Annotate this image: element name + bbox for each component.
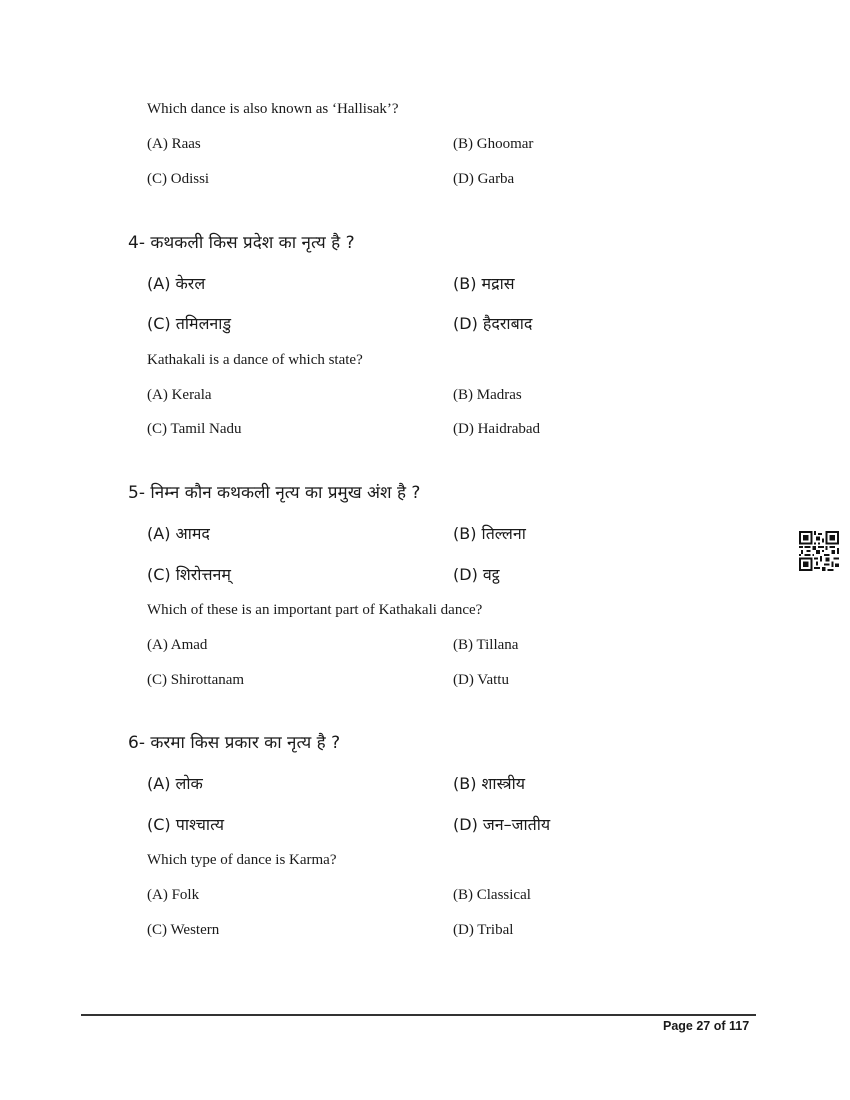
- option-a: (A) Folk: [147, 887, 200, 903]
- option-c: (C) Shirottanam: [147, 672, 245, 688]
- question-4-english: Kathakali is a dance of which state?: [147, 352, 363, 368]
- option-b: (B) Tillana: [453, 637, 519, 653]
- question-6-hindi: 6- करमा किस प्रकार का नृत्य है ?: [128, 733, 341, 753]
- option-d: (D) Vattu: [453, 672, 509, 688]
- question-5-english: Which of these is an important part of Kathakali dance?: [147, 602, 483, 618]
- question-4-hindi: 4- कथकली किस प्रदेश का नृत्य है ?: [128, 233, 355, 253]
- option-d: (D) Garba: [453, 171, 515, 187]
- option-b: (B) Madras: [453, 387, 522, 403]
- option-b: (B) मद्रास: [453, 274, 515, 293]
- option-a: (A) Kerala: [147, 387, 212, 403]
- question-3-english: Which dance is also known as ‘Hallisak’?: [147, 101, 399, 117]
- qr-code-icon: [799, 531, 839, 571]
- footer-divider: [81, 1014, 756, 1016]
- option-b: (B) Classical: [453, 887, 531, 903]
- page-number: Page 27 of 117: [663, 1019, 750, 1033]
- option-c: (C) पाश्चात्य: [147, 815, 224, 834]
- option-c: (C) Tamil Nadu: [147, 421, 242, 437]
- option-d: (D) वट्ठ: [453, 565, 500, 584]
- option-d: (D) Tribal: [453, 922, 514, 938]
- option-a: (A) लोक: [147, 774, 203, 793]
- option-a: (A) आमद: [147, 524, 210, 543]
- option-b: (B) Ghoomar: [453, 136, 534, 152]
- option-c: (C) Odissi: [147, 171, 210, 187]
- option-a: (A) Amad: [147, 637, 208, 653]
- question-6-english: Which type of dance is Karma?: [147, 852, 337, 868]
- option-c: (C) शिरोत्तनम्: [147, 565, 231, 584]
- option-d: (D) जन–जातीय: [453, 815, 551, 834]
- option-a: (A) केरल: [147, 274, 206, 293]
- option-a: (A) Raas: [147, 136, 201, 152]
- option-c: (C) तमिलनाडु: [147, 314, 232, 333]
- option-b: (B) तिल्लना: [453, 524, 526, 543]
- option-c: (C) Western: [147, 922, 220, 938]
- question-5-hindi: 5- निम्न कौन कथकली नृत्य का प्रमुख अंश है ?: [128, 483, 421, 503]
- option-b: (B) शास्त्रीय: [453, 774, 526, 793]
- option-d: (D) Haidrabad: [453, 421, 541, 437]
- option-d: (D) हैदराबाद: [453, 314, 533, 333]
